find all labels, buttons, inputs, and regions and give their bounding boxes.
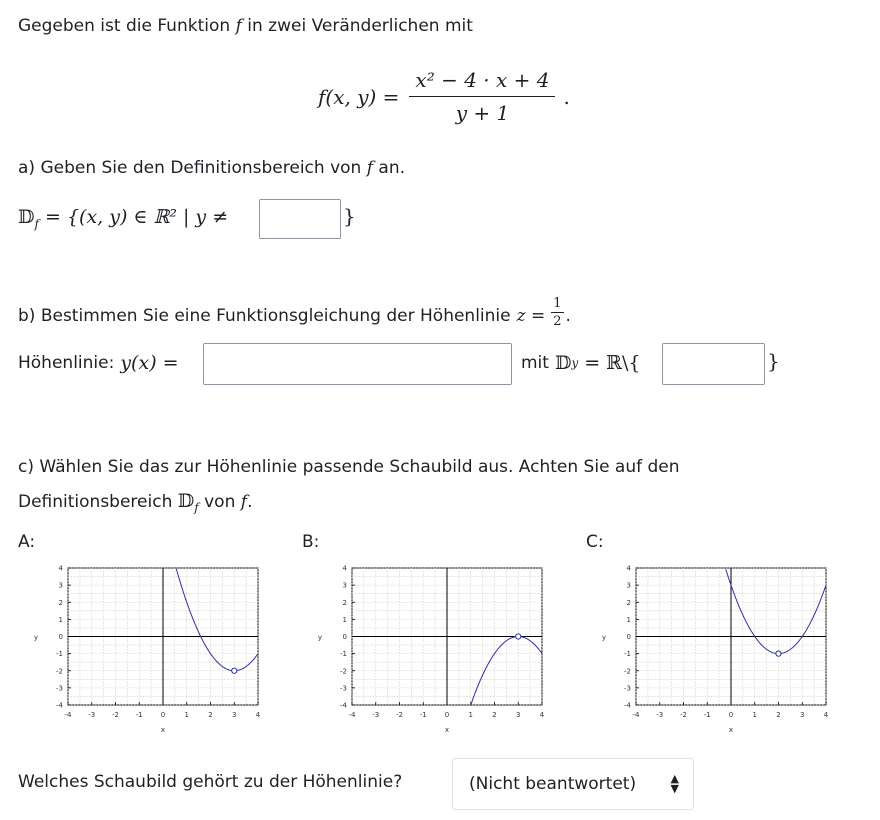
formula-fraction [409, 68, 555, 125]
dy-symbol: 𝔻 [554, 352, 572, 374]
x-tick-label: 4 [823, 711, 829, 719]
dy-expr: = ℝ\{ [584, 352, 641, 374]
x-tick-label: 4 [255, 711, 261, 719]
y-axis-label: y [317, 633, 323, 642]
open-point-marker [776, 651, 781, 656]
y-tick-label: 1 [626, 615, 631, 624]
y-tick-label: -3 [56, 684, 63, 693]
df-symbol: 𝔻 [177, 490, 195, 512]
x-tick-label: -4 [632, 711, 640, 719]
part-c-line2 [18, 484, 680, 524]
z-fraction [551, 296, 563, 329]
y-tick-label: 0 [626, 633, 631, 641]
graph-label-a: A: [18, 532, 36, 552]
graph-label-b: B: [302, 532, 320, 552]
formula-end: . [563, 84, 570, 109]
formula-denominator: y + 1 [455, 101, 510, 125]
contour-label-text: Höhenlinie: [18, 353, 115, 373]
y-tick-label: 3 [626, 581, 631, 590]
y-tick-label: -4 [56, 701, 63, 710]
y-tick-label: 3 [342, 581, 347, 590]
x-tick-label: 0 [728, 711, 734, 719]
dy-subscript: y [571, 356, 579, 370]
excluded-value-input[interactable] [662, 343, 765, 385]
x-tick-label: 3 [232, 711, 237, 719]
intro-after: in zwei Veränderlichen mit [247, 16, 473, 36]
x-axis-label: x [444, 726, 450, 734]
y-tick-label: 2 [342, 598, 347, 607]
formula-numerator: x² − 4 · x + 4 [409, 68, 555, 97]
domain-input[interactable] [259, 199, 341, 239]
part-c-mid: von [204, 492, 236, 512]
graph-b[interactable] [312, 560, 552, 745]
function-symbol: f [235, 16, 242, 36]
domain-expression [18, 206, 228, 231]
x-tick-label: -1 [419, 711, 427, 719]
y-tick-label: 3 [58, 581, 63, 590]
domain-close-brace: } [343, 204, 356, 228]
x-tick-label: -3 [372, 711, 380, 719]
x-tick-label: -4 [348, 711, 356, 719]
z-equals: z = [516, 305, 546, 326]
x-tick-label: -2 [680, 711, 687, 719]
y-tick-label: -1 [624, 650, 631, 659]
z-numerator: 1 [553, 296, 562, 311]
part-a-before: a) Geben Sie den Definitionsbereich von [18, 158, 362, 178]
x-tick-label: 0 [160, 711, 166, 719]
x-tick-label: 1 [752, 711, 757, 719]
contour-equation-input[interactable] [203, 343, 512, 385]
y-tick-label: 4 [342, 564, 347, 573]
function-symbol: f [366, 158, 374, 178]
contour-y-expr: y(x) = [120, 352, 179, 374]
graph-label-c: C: [586, 532, 604, 552]
x-tick-label: 3 [516, 711, 521, 719]
select-caret-icon: ▲ ▼ [670, 772, 679, 795]
y-tick-label: -4 [624, 701, 631, 710]
y-tick-label: 0 [58, 633, 63, 641]
y-tick-label: 2 [626, 598, 631, 607]
domain-expr: = {(x, y) ∈ ℝ² | y ≠ [44, 206, 229, 228]
x-tick-label: 2 [492, 711, 497, 719]
x-tick-label: 2 [208, 711, 213, 719]
z-end: . [565, 305, 571, 326]
domain-subscript: f [34, 216, 39, 231]
y-tick-label: -4 [340, 701, 347, 710]
function-formula [318, 68, 570, 125]
dy-expression [521, 352, 640, 374]
contour-label [18, 352, 179, 374]
x-tick-label: -1 [135, 711, 143, 719]
dy-close-brace: } [767, 349, 780, 373]
y-tick-label: -3 [340, 684, 347, 693]
x-tick-label: 1 [184, 711, 189, 719]
y-tick-label: 4 [58, 564, 63, 573]
x-tick-label: 1 [468, 711, 473, 719]
x-tick-label: -2 [396, 711, 403, 719]
x-axis-label: x [728, 726, 734, 734]
x-tick-label: -4 [64, 711, 72, 719]
part-c-prompt [18, 450, 680, 524]
y-axis-label: y [601, 633, 607, 642]
intro-text [18, 16, 473, 36]
z-denominator: 2 [553, 314, 562, 329]
y-tick-label: 1 [58, 615, 63, 624]
open-point-marker [232, 668, 237, 673]
part-c-line1: c) Wählen Sie das zur Höhenlinie passende Schaubild aus. Achten Sie auf den [18, 457, 680, 477]
df-subscript: f [194, 500, 199, 515]
x-tick-label: -3 [88, 711, 96, 719]
x-tick-label: -3 [656, 711, 664, 719]
y-tick-label: 0 [342, 633, 347, 641]
x-tick-label: -1 [703, 711, 711, 719]
mit-text: mit [521, 353, 549, 373]
x-tick-label: 4 [539, 711, 545, 719]
x-axis-label: x [160, 726, 166, 734]
y-tick-label: -2 [56, 667, 63, 676]
x-tick-label: 0 [444, 711, 450, 719]
y-tick-label: -1 [340, 650, 347, 659]
x-tick-label: -2 [112, 711, 119, 719]
question-text: Welches Schaubild gehört zu der Höhenlinie? [18, 772, 403, 792]
open-point-marker [516, 634, 521, 639]
answer-select-value: (Nicht beantwortet) [469, 774, 637, 794]
y-tick-label: -3 [624, 684, 631, 693]
y-tick-label: 1 [342, 615, 347, 624]
graph-c[interactable] [596, 560, 836, 745]
y-tick-label: 4 [626, 564, 631, 573]
x-tick-label: 3 [800, 711, 805, 719]
y-tick-label: -1 [56, 650, 63, 659]
y-tick-label: -2 [624, 667, 631, 676]
x-tick-label: 2 [776, 711, 781, 719]
part-a-after: an. [378, 158, 406, 178]
part-c-before: Definitionsbereich [18, 492, 173, 512]
y-tick-label: -2 [340, 667, 347, 676]
graph-a[interactable] [28, 560, 268, 745]
part-b-text: b) Bestimmen Sie eine Funktionsgleichung der Höhenlinie [18, 305, 511, 326]
answer-select[interactable] [452, 758, 694, 810]
y-tick-label: 2 [58, 598, 63, 607]
part-b-prompt [18, 296, 571, 329]
domain-symbol: 𝔻 [18, 206, 35, 228]
part-a-prompt [18, 158, 405, 178]
formula-lhs: f(x, y) = [318, 84, 400, 109]
function-symbol: f [240, 492, 248, 512]
y-axis-label: y [33, 633, 39, 642]
intro-before: Gegeben ist die Funktion [18, 16, 231, 36]
part-c-end: . [247, 492, 253, 512]
